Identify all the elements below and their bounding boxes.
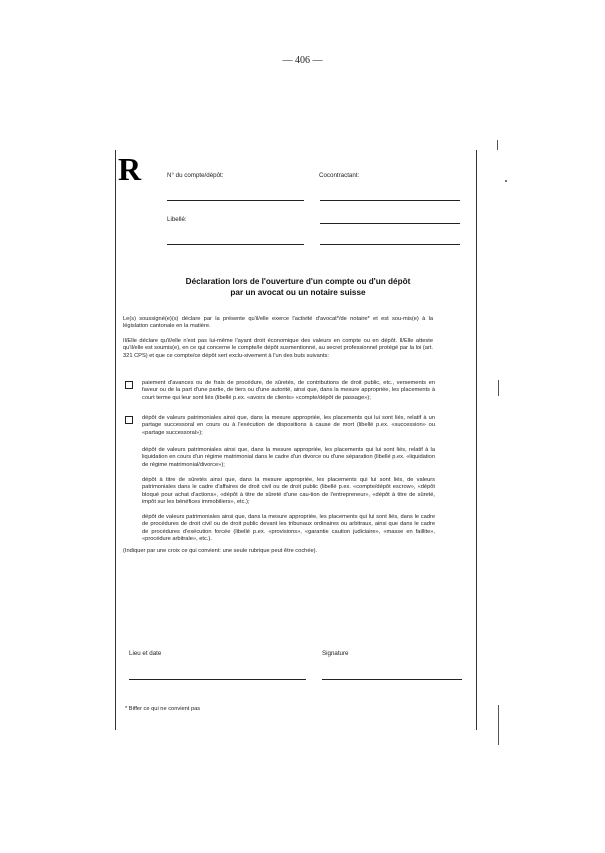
margin-dot	[505, 180, 507, 182]
counterparty-field[interactable]	[320, 200, 460, 201]
margin-mark-top	[497, 140, 498, 150]
form-title-line1: Déclaration lors de l'ouverture d'un compte ou d'un dépôt	[185, 277, 411, 286]
option-text-4: dépôt à titre de sûretés ainsi que, dans la mesure appropriée, les placements qui lui sont liés, de valeurs patrimoniales dans le cadre d'affaires de droit civil ou de droit public (libellé p.ex. «compte/dépôt escrow», «dépôt bloqué pour achat d'actions», «dépôt à titre de sûreté d'une cau-tion de l'entrepreneur», «dépôt à titre de sûreté, impôt sur les bénéfices immobiliers», etc.);	[142, 477, 435, 505]
place-date-field[interactable]	[129, 679, 306, 680]
page-number: — 406 —	[282, 55, 323, 66]
footnote: * Biffer ce qui ne convient pas	[125, 706, 201, 712]
title-label: Libellé:	[167, 216, 187, 223]
declaration-form	[115, 150, 475, 730]
account-number-label: N° du compte/dépôt:	[167, 172, 224, 179]
option-text-2: dépôt de valeurs patrimoniales ainsi que, dans la mesure appropriée, les placements qui lui sont liés, relatif à un partage successoral en cours ou à l'exécution de dispositions à cause de mort (libellé p.ex. «succession» ou «partage successoral»);	[142, 415, 435, 436]
form-title-line2: par un avocat ou un notaire suisse	[230, 288, 366, 297]
form-border	[115, 150, 477, 730]
instruction-text: (Indiquer par une croix ce qui convient: une seule rubrique peut être cochée).	[123, 548, 318, 554]
margin-mark-bottom	[498, 705, 499, 745]
option-text-1: paiement d'avances ou de frais de procédure, de sûretés, de contributions de droit public, etc., versements en faveur ou de la part d'une partie, de tiers ou d'une autorité, ainsi que, dans la mesure appropriée, les placements à court terme qui leur sont liés (libellé p.ex. «avoirs de clients» «compte/dépôt de passage»);	[142, 380, 435, 401]
account-number-field[interactable]	[167, 200, 304, 201]
signature-label: Signature	[322, 650, 349, 657]
counterparty-field-3[interactable]	[320, 244, 460, 245]
counterparty-label: Cocontractant:	[319, 172, 360, 179]
option-text-3: dépôt de valeurs patrimoniales ainsi que, dans la mesure appropriée, les placements qui lui sont liés, relatif à la liquidation en cours d'un régime matrimonial dans le cadre d'un divorce ou d'une séparation (libellé p.ex. «liquidation de régime matrimonial/divorce»);	[142, 447, 435, 468]
intro-paragraph: Le(s) soussigné(e)(s) déclare par la présente qu'il/elle exerce l'activité d'avocat*/de notaire* et est sou-mis(e) à la législation cantonale en la matière.	[123, 316, 433, 330]
option-checkbox-2[interactable]	[125, 416, 133, 424]
place-date-label: Lieu et date	[129, 650, 162, 657]
margin-mark-middle	[498, 380, 499, 396]
title-field[interactable]	[167, 244, 304, 245]
option-checkbox-1[interactable]	[125, 381, 133, 389]
option-text-5: dépôt de valeurs patrimoniales ainsi que, dans la mesure appropriée, les placements qui lui sont liés, dans le cadre de procédures de droit civil ou de droit public devant les tribunaux ordinaires ou arbitraux, ainsi que dans le cadre de procédures d'exécution forcée (libellé p.ex. «provisions», «garantie caution judiciaire», «masse en faillite», «procédure arbitrale», etc.).	[142, 514, 435, 542]
signature-field[interactable]	[322, 679, 462, 680]
counterparty-field-2[interactable]	[320, 223, 460, 224]
logo-r: R	[118, 151, 142, 187]
declaration-paragraph: Il/Elle déclare qu'il/elle n'est pas lui-même l'ayant droit économique des valeurs en compte ou en dépôt. Il/Elle atteste qu'il/elle est soumis(e), en ce qui concerne le compte/le dépôt susmentionné, au secret professionnel protégé par la loi (art. 321 CPS) et que ce compte/ce dépôt sert exclu-sivement à l'un des buts suivants:	[123, 338, 433, 359]
